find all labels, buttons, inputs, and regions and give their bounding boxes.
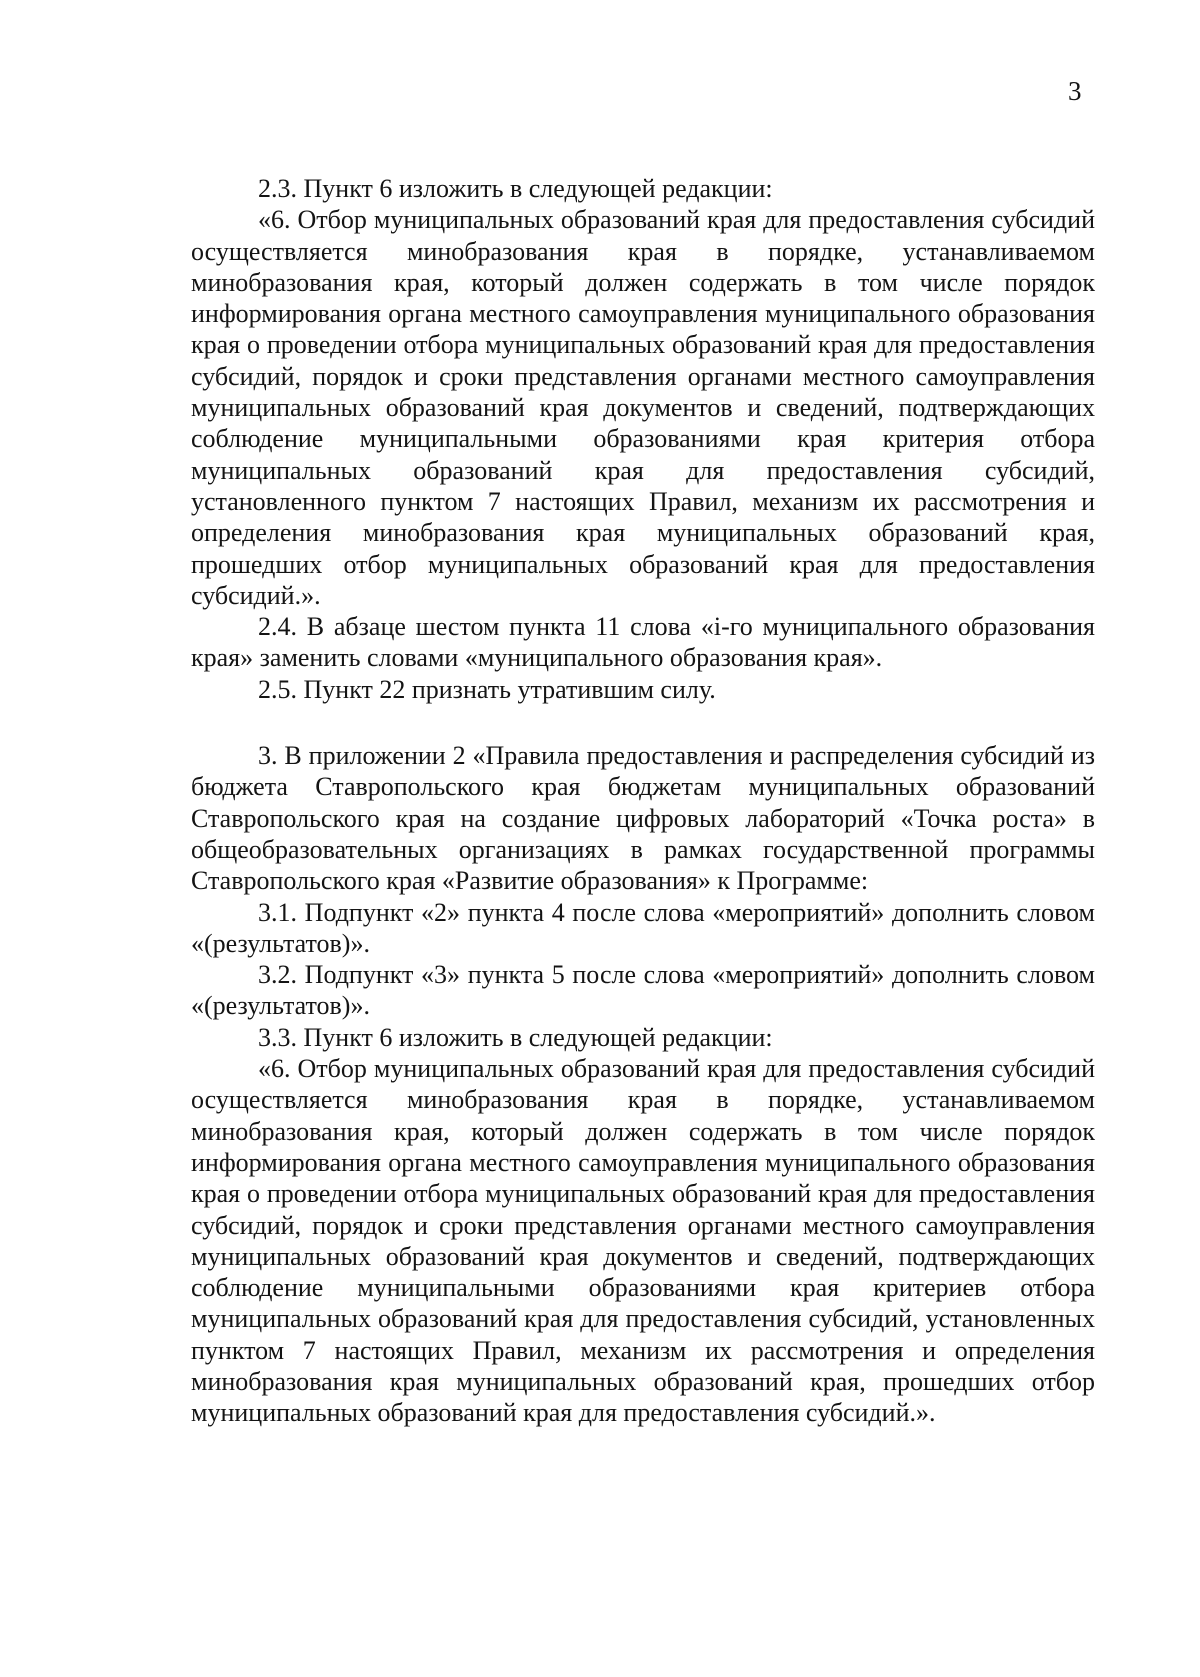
paragraph-3: 3. В приложении 2 «Правила предоставления и распределения субсидий из бюджета Ставропольского края бюджетам муниципальных образований Ставропольского края на создание цифровых лабораторий «Точка роста» в общеобразовательных организациях в рамках государственной программы Ставропольского края «Развитие образования» к Программе: [191,741,1095,896]
page-number: 3 [1068,76,1082,106]
paragraph-3-3-text: «6. Отбор муниципальных образований края для предоставления субсидий осуществляется минобразования края в порядке, устанавливаемом минобразования края, который должен содержать в том числе порядок информирования органа местного самоуправления муниципального образования края о проведении отбора муниципальных образований края для предоставления субсидий, порядок и сроки представления органами местного самоуправления муниципальных образований края документов и сведений, подтверждающих соблюдение муниципальными образованиями края критериев отбора муниципальных образований края для предоставления субсидий, установленных пунктом 7 настоящих Правил, механизм их рассмотрения и определения минобразования края муниципальных образований края, прошедших отбор муниципальных образований края для предоставления субсидий.». [191,1054,1095,1428]
paragraph-2-5: 2.5. Пункт 22 признать утратившим силу. [258,674,716,704]
section-gap [191,705,1095,740]
paragraph-3-2: 3.2. Подпункт «3» пункта 5 после слова «мероприятий» дополнить словом «(результатов)». [191,960,1095,1021]
paragraph-3-3: 3.3. Пункт 6 изложить в следующей редакции: [258,1022,773,1052]
document-body [191,173,1095,1429]
paragraph-3-1: 3.1. Подпункт «2» пункта 4 после слова «мероприятий» дополнить словом «(результатов)». [191,897,1095,958]
paragraph-2-3-text: «6. Отбор муниципальных образований края для предоставления субсидий осуществляется минобразования края в порядке, устанавливаемом минобразования края, который должен содержать в том числе порядок информирования органа местного самоуправления муниципального образования края о проведении отбора муниципальных образований края для предоставления субсидий, порядок и сроки представления органами местного самоуправления муниципальных образований края документов и сведений, подтверждающих соблюдение муниципальными образованиями края критерия отбора муниципальных образований края для предоставления субсидий, установленного пунктом 7 настоящих Правил, механизм их рассмотрения и определения минобразования края муниципальных образований края, прошедших отбор муниципальных образований края для предоставления субсидий.». [191,205,1095,610]
paragraph-2-4: 2.4. В абзаце шестом пункта 11 слова «i-го муниципального образования края» заменить словами «муниципального образования края». [191,612,1095,673]
paragraph-2-3: 2.3. Пункт 6 изложить в следующей редакции: [258,174,773,203]
